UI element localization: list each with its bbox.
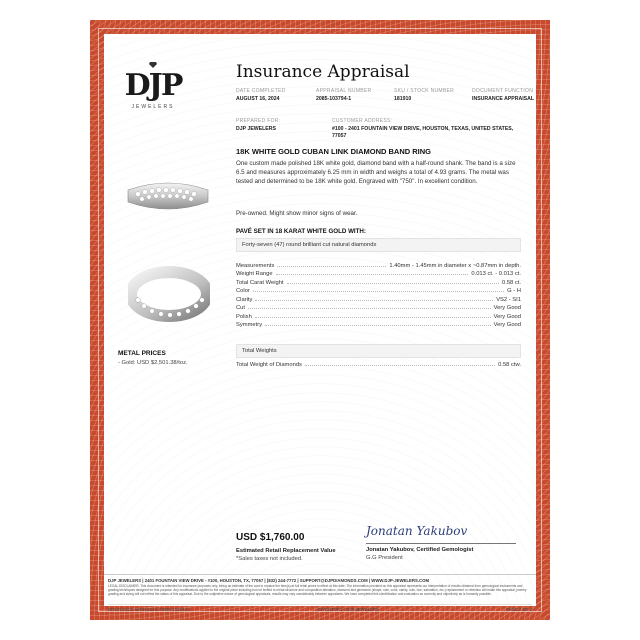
spec-row (236, 260, 521, 269)
meta-value: 181910 (394, 96, 412, 102)
meta-label: PREPARED FOR: (236, 118, 281, 124)
meta-label: DOCUMENT FUNCTION (472, 88, 534, 94)
pave-box: Forty-seven (47) round brilliant cut natural diamonds (236, 238, 521, 252)
page-title: Insurance Appraisal (236, 62, 410, 82)
signature: Jonatan Yakubov (366, 524, 468, 538)
spec-label: Clarity (236, 296, 253, 303)
spec-value: Very Good (493, 313, 521, 320)
spec-label: Polish (236, 313, 252, 320)
spec-row (236, 294, 521, 303)
certificate-frame (90, 20, 550, 620)
total-weight-label: Total Weight of Diamonds (236, 362, 302, 368)
appraisal-ref: INSURANCE APPRAISAL #2085-103794-1 (108, 607, 191, 612)
preowned-note: Pre-owned. Might show minor signs of wear. (236, 210, 358, 217)
meta-cell (236, 118, 324, 139)
replacement-value: USD $1,760.00 (236, 532, 305, 543)
spec-label: Color (236, 288, 250, 294)
spec-label: Weight Range (236, 271, 273, 277)
meta-cell (394, 88, 464, 103)
spec-row (236, 320, 521, 329)
bottom-row (108, 604, 532, 612)
meta-row-bottom (236, 118, 530, 139)
logo-letters: DJP (124, 68, 182, 103)
meta-cell (236, 88, 308, 103)
spec-value: G - H (507, 288, 521, 294)
pave-section-title: PAVÉ SET IN 18 KARAT WHITE GOLD WITH: (236, 228, 366, 235)
signature-line (366, 543, 516, 544)
ring-image-top (128, 264, 210, 324)
total-weights-box: Total Weights (236, 344, 521, 358)
meta-value: #100 - 2401 FOUNTAIN VIEW DRIVE, HOUSTON, TEXAS, UNITED STATES, 77057 (332, 126, 514, 139)
meta-cell (472, 88, 544, 103)
spec-label: Total Carat Weight (236, 279, 284, 286)
spec-table (236, 260, 521, 328)
spec-row (236, 286, 521, 295)
meta-value: AUGUST 16, 2024 (236, 96, 280, 102)
spec-row (236, 269, 521, 278)
meta-cell (332, 118, 522, 139)
meta-value: DJP JEWELERS (236, 126, 276, 132)
certificate-paper (104, 34, 536, 612)
meta-row-top (236, 88, 552, 103)
metal-price-gold: - Gold: USD $2,501.38/toz. (118, 360, 188, 366)
spec-value: 0.58 ct. (501, 279, 521, 286)
footer-contact: DJP JEWELERS | 2401 FOUNTAIN VIEW DRIVE - #100, HOUSTON, TX, 77057 | (832) 244-7772 | SUPPORT@DJPDIAMONDS.COM | WWW.DJP-JEWELERS.COM (104, 574, 536, 583)
spec-label: Measurements (236, 262, 275, 269)
meta-value: INSURANCE APPRAISAL (472, 96, 535, 102)
metal-prices-title: METAL PRICES (118, 350, 166, 357)
meta-label: APPRAISAL NUMBER (316, 88, 372, 94)
page-number: PAGE 2 OF 2 (506, 607, 532, 612)
meta-label: SKU / STOCK NUMBER (394, 88, 455, 94)
total-weight-row (236, 362, 521, 368)
meta-label: CUSTOMER ADDRESS: (332, 118, 393, 124)
spec-label: Cut (236, 305, 246, 311)
brand-logo (118, 62, 188, 122)
spec-row (236, 311, 521, 320)
spec-value: Very Good (493, 322, 521, 328)
spec-row (236, 303, 521, 312)
logo-subline: JEWELERS (131, 104, 175, 110)
spec-label: Symmetry (236, 322, 263, 328)
spec-value: VS2 - SI1 (496, 296, 521, 303)
spec-row (236, 277, 521, 286)
signer-name: Jonatan Yakubov, Certified Gemologist (366, 547, 474, 553)
total-weight-value: 0.58 ctw. (498, 362, 521, 368)
ring-image-side (124, 172, 212, 216)
inventory-ref: INVENTORY / DJP JEWELERS (317, 607, 379, 612)
tax-note: *Sales taxes not included. (236, 556, 303, 562)
item-description: One custom made polished 18K white gold, diamond band with a half-round shank. The band is a size 6.5 and measures approximately 6.25 mm in width and weighs a total of 4.93 grams. The metal was tested and determined to be 18K white gold. Engraved with "750". In excellent condition. (236, 160, 516, 185)
item-title: 18K WHITE GOLD CUBAN LINK DIAMOND BAND RING (236, 147, 431, 156)
replacement-value-label: Estimated Retail Replacement Value (236, 548, 336, 554)
meta-cell (316, 88, 386, 103)
meta-value: 2085-103794-1 (316, 96, 352, 102)
signer-role: G.G President (366, 555, 403, 561)
meta-label: DATE COMPLETED (236, 88, 286, 94)
spec-value: Very Good (493, 305, 521, 311)
spec-value: 1.40mm - 1.45mm in diameter x ~0.87mm in depth. (389, 262, 521, 269)
spec-value: 0.013 ct. - 0.013 ct. (471, 271, 521, 277)
legal-disclaimer: LEGAL DISCLAIMER: This document is intended for insurance purposes only, being an estimate of the cost to replace the item(s) at full retail prices in effect at this date. The information provided on this appraisal represents our interpretation of results obtained from gemological instruments and grading techniques designed for this purpose. Any modifications applied to the original piece including but not limited to metal structure and composition alteration, diamond and gemstone (shape, size, color, clarity, cuts, hue, saturation, etc.) replacement or retention will make this appraisal, jewelry grading and sizing will not reflect the status of this appraisal. Due to the subjective nature of gemological appraisals, results may vary considerably between appraisers. We have completed this identification and evaluation as correctly and objectively as is humanly possible. (108, 584, 527, 597)
